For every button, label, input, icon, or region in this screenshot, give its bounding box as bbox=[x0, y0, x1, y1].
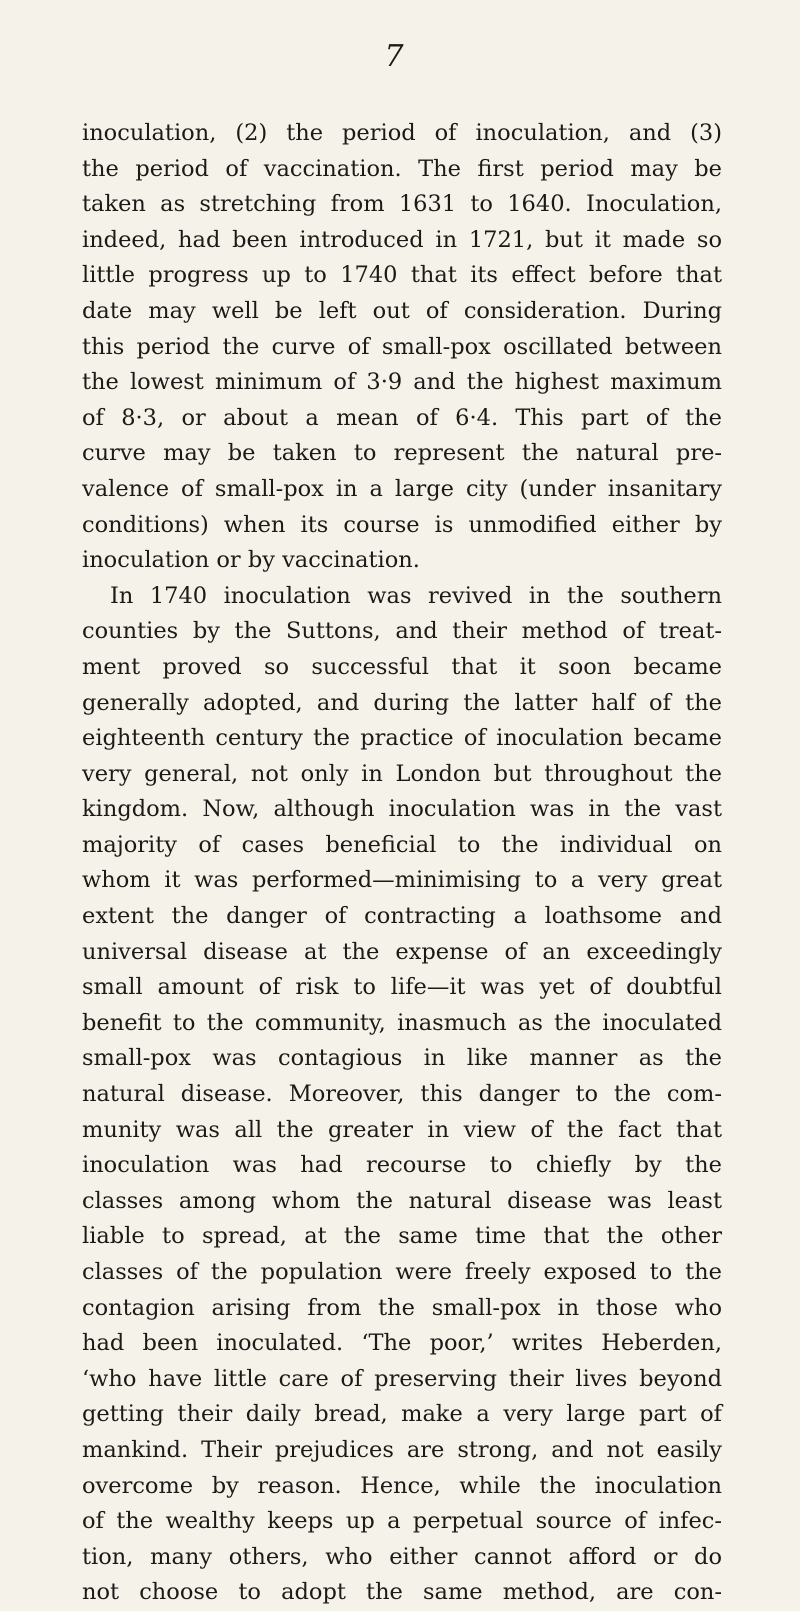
text-line: whom it was performed—minimising to a very great bbox=[82, 867, 722, 894]
text-line: benefit to the community, inasmuch as the inoculated bbox=[82, 1009, 722, 1036]
text-line: ‘who have little care of preserving their lives beyond bbox=[82, 1365, 722, 1392]
text-line: valence of small-pox in a large city (under insanitary bbox=[82, 475, 722, 502]
text-line: kingdom. Now, although inoculation was in the vast bbox=[82, 796, 722, 823]
text-line: generally adopted, and during the latter half of the bbox=[82, 689, 722, 716]
text-line: classes among whom the natural disease was least bbox=[82, 1187, 722, 1214]
text-line: the lowest minimum of 3·9 and the highest maximum bbox=[82, 369, 722, 396]
text-line: the period of vaccination. The first period may be bbox=[82, 155, 722, 182]
text-line: very general, not only in London but throughout the bbox=[82, 760, 722, 787]
text-line: tion, many others, who either cannot afford or do bbox=[82, 1543, 722, 1570]
text-line: liable to spread, at the same time that the other bbox=[82, 1223, 722, 1250]
text-line: curve may be taken to represent the natural pre- bbox=[82, 440, 722, 467]
body-text bbox=[82, 116, 722, 1611]
text-line: taken as stretching from 1631 to 1640. Inoculation, bbox=[82, 191, 722, 218]
text-line: little progress up to 1740 that its effect before that bbox=[82, 262, 722, 289]
text-line: inoculation was had recourse to chiefly by the bbox=[82, 1152, 722, 1179]
text-line: not choose to adopt the same method, are con- bbox=[82, 1579, 722, 1606]
text-line: conditions) when its course is unmodified either by bbox=[82, 511, 722, 538]
text-line: overcome by reason. Hence, while the inoculation bbox=[82, 1472, 722, 1499]
text-line-paragraph-end: inoculation or by vaccination. bbox=[82, 547, 420, 574]
text-line: indeed, had been introduced in 1721, but it made so bbox=[82, 226, 722, 253]
text-line: extent the danger of contracting a loathsome and bbox=[82, 903, 722, 930]
text-line: small-pox was contagious in like manner as the bbox=[82, 1045, 722, 1072]
text-line: getting their daily bread, make a very large part of bbox=[82, 1401, 722, 1428]
text-line: mankind. Their prejudices are strong, and not easily bbox=[82, 1436, 722, 1463]
text-line: eighteenth century the practice of inoculation became bbox=[82, 725, 722, 752]
text-line: this period the curve of small-pox oscillated between bbox=[82, 333, 722, 360]
text-line: date may well be left out of consideration. During bbox=[82, 297, 722, 324]
text-line: universal disease at the expense of an exceedingly bbox=[82, 938, 722, 965]
text-line: ment proved so successful that it soon became bbox=[82, 653, 722, 680]
text-line: munity was all the greater in view of the fact that bbox=[82, 1116, 722, 1143]
text-line: counties by the Suttons, and their method of treat- bbox=[82, 618, 722, 645]
text-line: of 8·3, or about a mean of 6·4. This part of the bbox=[82, 404, 722, 431]
text-line: contagion arising from the small-pox in those who bbox=[82, 1294, 722, 1321]
text-line: inoculation, (2) the period of inoculation, and (3) bbox=[82, 120, 722, 146]
text-line: of the wealthy keeps up a perpetual source of infec- bbox=[82, 1508, 722, 1535]
text-line-paragraph-start: In 1740 inoculation was revived in the southern bbox=[110, 582, 722, 609]
text-line: had been inoculated. ‘The poor,’ writes Heberden, bbox=[82, 1330, 722, 1357]
text-line: natural disease. Moreover, this danger to the com- bbox=[82, 1081, 722, 1108]
text-line: small amount of risk to life—it was yet of doubtful bbox=[82, 974, 722, 1001]
text-line: majority of cases beneficial to the individual on bbox=[82, 831, 722, 858]
page-number: 7 bbox=[384, 39, 404, 74]
text-line: classes of the population were freely exposed to the bbox=[82, 1259, 722, 1285]
